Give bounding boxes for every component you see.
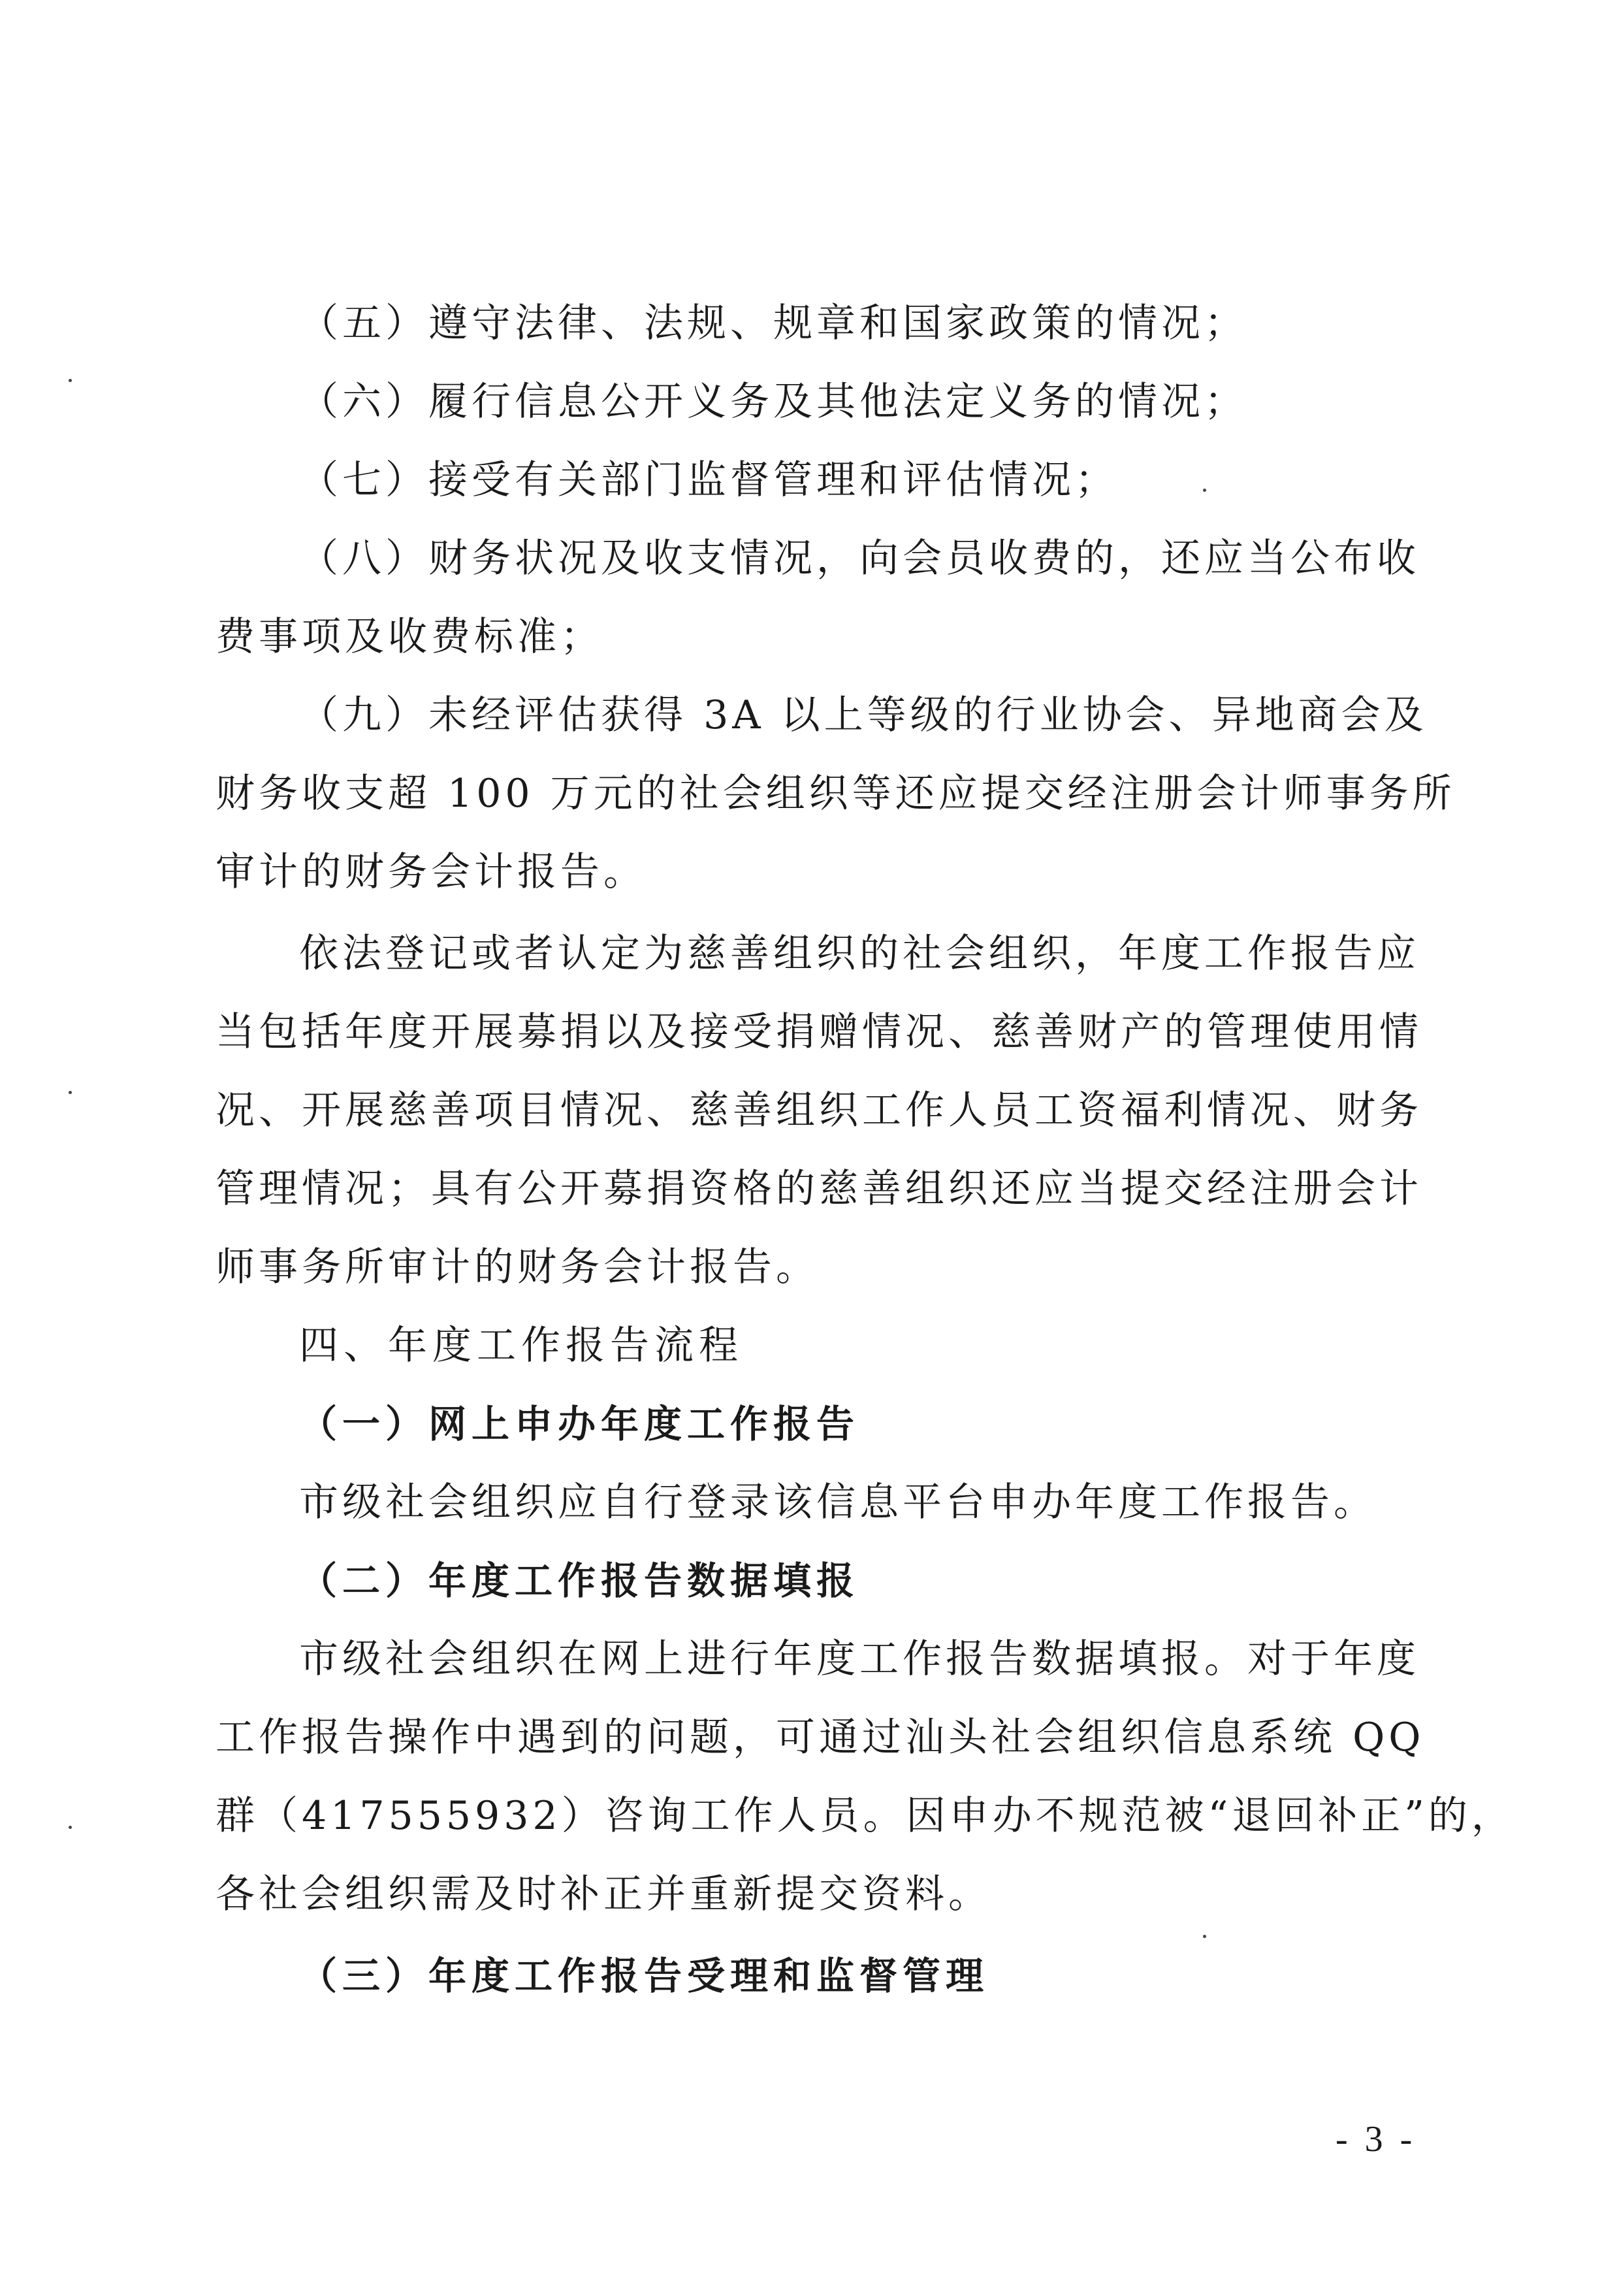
paragraph-charity-line-3: 况、开展慈善项目情况、慈善组织工作人员工资福利情况、财务 (216, 1088, 1422, 1133)
list-item-9-line-2: 财务收支超 100 万元的社会组织等还应提交经注册会计师事务所 (216, 771, 1456, 817)
paragraph-charity-line-2: 当包括年度开展募捐以及接受捐赠情况、慈善财产的管理使用情 (216, 1009, 1422, 1055)
scan-speck (69, 1091, 72, 1094)
list-item-6: （六）履行信息公开义务及其他法定义务的情况； (299, 379, 1247, 425)
section-heading-4: 四、年度工作报告流程 (299, 1323, 743, 1368)
list-item-8-line-1: （八）财务状况及收支情况，向会员收费的，还应当公布收 (299, 536, 1420, 581)
list-item-9-line-1: （九）未经评估获得 3A 以上等级的行业协会、异地商会及 (299, 692, 1428, 738)
subheading-data-filling: （二）年度工作报告数据填报 (299, 1559, 860, 1603)
list-item-5: （五）遵守法律、法规、规章和国家政策的情况； (299, 300, 1247, 346)
subheading-acceptance-supervision: （三）年度工作报告受理和监督管理 (299, 1954, 989, 1998)
paragraph-charity-line-1: 依法登记或者认定为慈善组织的社会组织，年度工作报告应 (299, 931, 1420, 977)
list-item-7: （七）接受有关部门监督管理和评估情况； (299, 457, 1118, 503)
paragraph-data-filling-line-1: 市级社会组织在网上进行年度工作报告数据填报。对于年度 (299, 1636, 1420, 1682)
scan-speck (69, 1826, 72, 1829)
scan-speck (1203, 489, 1206, 492)
subheading-online-application: （一）网上申办年度工作报告 (299, 1402, 860, 1446)
paragraph-data-filling-line-4: 各社会组织需及时补正并重新提交资料。 (216, 1871, 991, 1917)
paragraph-online-application: 市级社会组织应自行登录该信息平台申办年度工作报告。 (299, 1479, 1377, 1525)
paragraph-data-filling-line-2: 工作报告操作中遇到的问题，可通过汕头社会组织信息系统 QQ (216, 1715, 1425, 1760)
scan-speck (69, 379, 72, 382)
paragraph-charity-line-5: 师事务所审计的财务会计报告。 (216, 1244, 819, 1290)
list-item-8-line-2: 费事项及收费标准； (216, 614, 603, 660)
scan-speck (1203, 1935, 1206, 1938)
paragraph-charity-line-4: 管理情况；具有公开募捐资格的慈善组织还应当提交经注册会计 (216, 1166, 1422, 1212)
list-item-9-line-3: 审计的财务会计报告。 (216, 849, 647, 895)
page-number: - 3 - (1336, 2119, 1417, 2159)
paragraph-data-filling-line-3: 群（417555932）咨询工作人员。因申办不规范被“退回补正”的， (216, 1793, 1514, 1839)
